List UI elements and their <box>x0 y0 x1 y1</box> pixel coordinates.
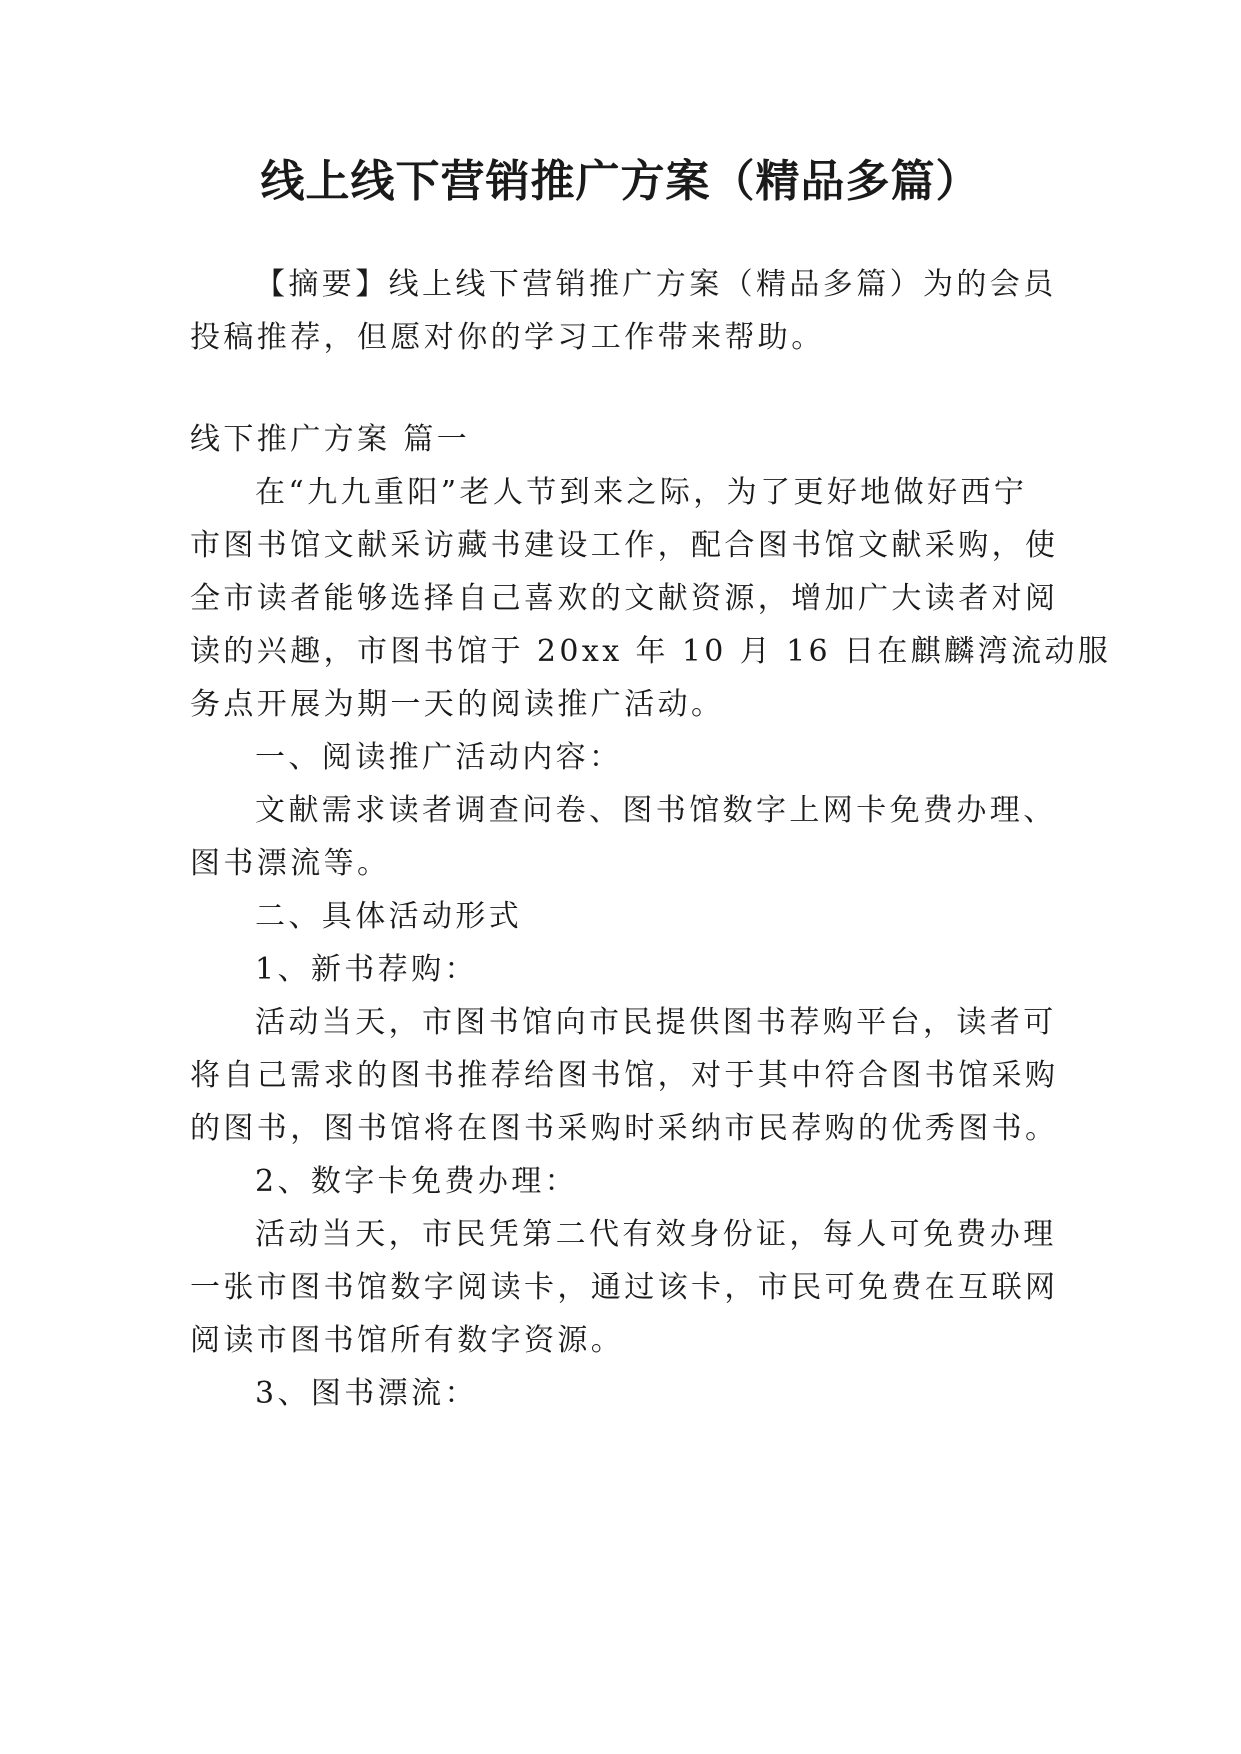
content-line: 图书漂流等。 <box>190 846 391 881</box>
item2-line: 一张市图书馆数字阅读卡，通过该卡，市民可免费在互联网 <box>190 1270 1059 1305</box>
document-title: 线上线下营销推广方案（精品多篇） <box>260 156 981 207</box>
abstract-line: 投稿推荐，但愿对你的学习工作带来帮助。 <box>190 320 825 355</box>
paragraph-line: 务点开展为期一天的阅读推广活动。 <box>190 687 725 722</box>
paragraph-line: 全市读者能够选择自己喜欢的文献资源，增加广大读者对阅 <box>190 581 1059 616</box>
item1-line: 将自己需求的图书推荐给图书馆，对于其中符合图书馆采购 <box>190 1058 1059 1093</box>
abstract-line: 【摘要】线上线下营销推广方案（精品多篇）为的会员 <box>255 267 1057 302</box>
item1-heading: 1、新书荐购： <box>255 952 478 987</box>
item2-line: 阅读市图书馆所有数字资源。 <box>190 1323 625 1358</box>
item2-heading: 2、数字卡免费办理： <box>255 1164 579 1199</box>
item3-heading: 3、图书漂流： <box>255 1376 478 1411</box>
item1-line: 的图书，图书馆将在图书采购时采纳市民荐购的优秀图书。 <box>190 1111 1059 1146</box>
item1-line: 活动当天，市图书馆向市民提供图书荐购平台，读者可 <box>255 1005 1057 1040</box>
paragraph-line: 市图书馆文献采访藏书建设工作，配合图书馆文献采购，使 <box>190 528 1059 563</box>
item2-line: 活动当天，市民凭第二代有效身份证，每人可免费办理 <box>255 1217 1057 1252</box>
paragraph-line: 在“九九重阳”老人节到来之际，为了更好地做好西宁 <box>255 475 1028 510</box>
subheading-forms: 二、具体活动形式 <box>255 899 523 934</box>
subheading-content: 一、阅读推广活动内容： <box>255 740 623 775</box>
content-line: 文献需求读者调查问卷、图书馆数字上网卡免费办理、 <box>255 793 1057 828</box>
section-heading: 线下推广方案 篇一 <box>190 422 471 457</box>
paragraph-line: 读的兴趣，市图书馆于 20xx 年 10 月 16 日在麒麟湾流动服 <box>190 634 1112 669</box>
